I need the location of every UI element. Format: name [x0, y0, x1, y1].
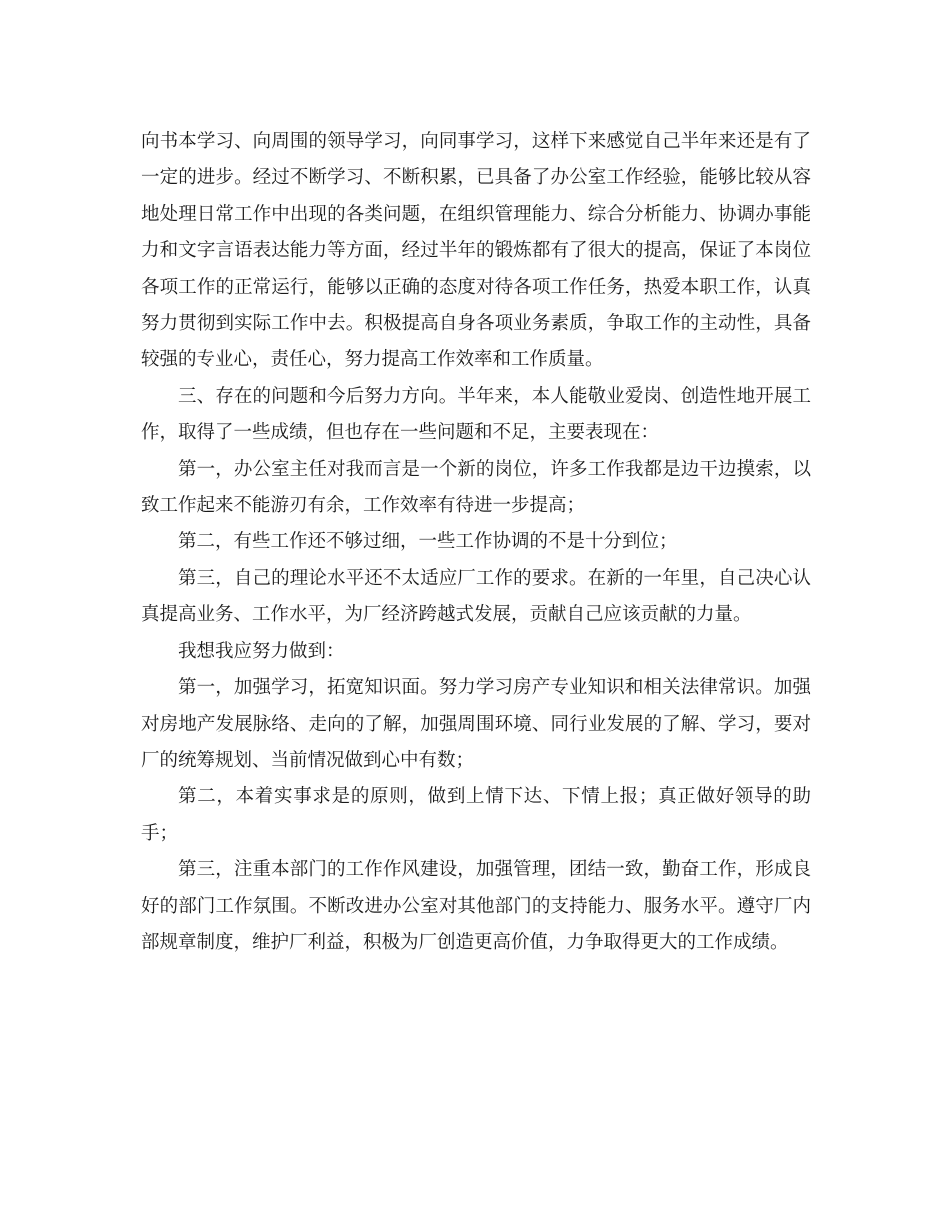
paragraph-problem-1: 第一，办公室主任对我而言是一个新的岗位，许多工作我都是边干边摸索，以致工作起来不能游刃有余，工作效率有待进一步提高； — [141, 458, 811, 517]
document-body — [141, 124, 811, 961]
paragraph-goal-1: 第一，加强学习，拓宽知识面。努力学习房产专业知识和相关法律常识。加强对房地产发展脉络、走向的了解，加强周围环境、同行业发展的了解、学习，要对厂的统筹规划、当前情况做到心中有数； — [141, 677, 811, 771]
paragraph-problem-3: 第三，自己的理论水平还不太适应厂工作的要求。在新的一年里，自己决心认真提高业务、工作水平，为厂经济跨越式发展，贡献自己应该贡献的力量。 — [141, 567, 811, 626]
paragraph-problem-2: 第二，有些工作还不够过细，一些工作协调的不是十分到位； — [178, 531, 678, 553]
paragraph-goal-3: 第三，注重本部门的工作作风建设，加强管理，团结一致，勤奋工作，形成良好的部门工作氛围。不断改进办公室对其他部门的支持能力、服务水平。遵守厂内部规章制度，维护厂利益，积极为厂创造更高价值，力争取得更大的工作成绩。 — [141, 859, 811, 953]
paragraph-goal-2: 第二，本着实事求是的原则，做到上情下达、下情上报；真正做好领导的助手； — [141, 786, 811, 844]
paragraph-goals-intro: 我想我应努力做到： — [178, 640, 345, 662]
paragraph-problems-heading: 三、存在的问题和今后努力方向。半年来，本人能敬业爱岗、创造性地开展工作，取得了一些成绩，但也存在一些问题和不足，主要表现在： — [141, 385, 811, 444]
paragraph-continued-study: 向书本学习、向周围的领导学习，向同事学习，这样下来感觉自己半年来还是有了一定的进步。经过不断学习、不断积累，已具备了办公室工作经验，能够比较从容地处理日常工作中出现的各类问题，在组织管理能力、综合分析能力、协调办事能力和文字言语表达能力等方面，经过半年的锻炼都有了很大的提高，保证了本岗位各项工作的正常运行，能够以正确的态度对待各项工作任务，热爱本职工作，认真努力贯彻到实际工作中去。积极提高自身各项业务素质，争取工作的主动性，具备较强的专业心，责任心，努力提高工作效率和工作质量。 — [141, 131, 811, 371]
